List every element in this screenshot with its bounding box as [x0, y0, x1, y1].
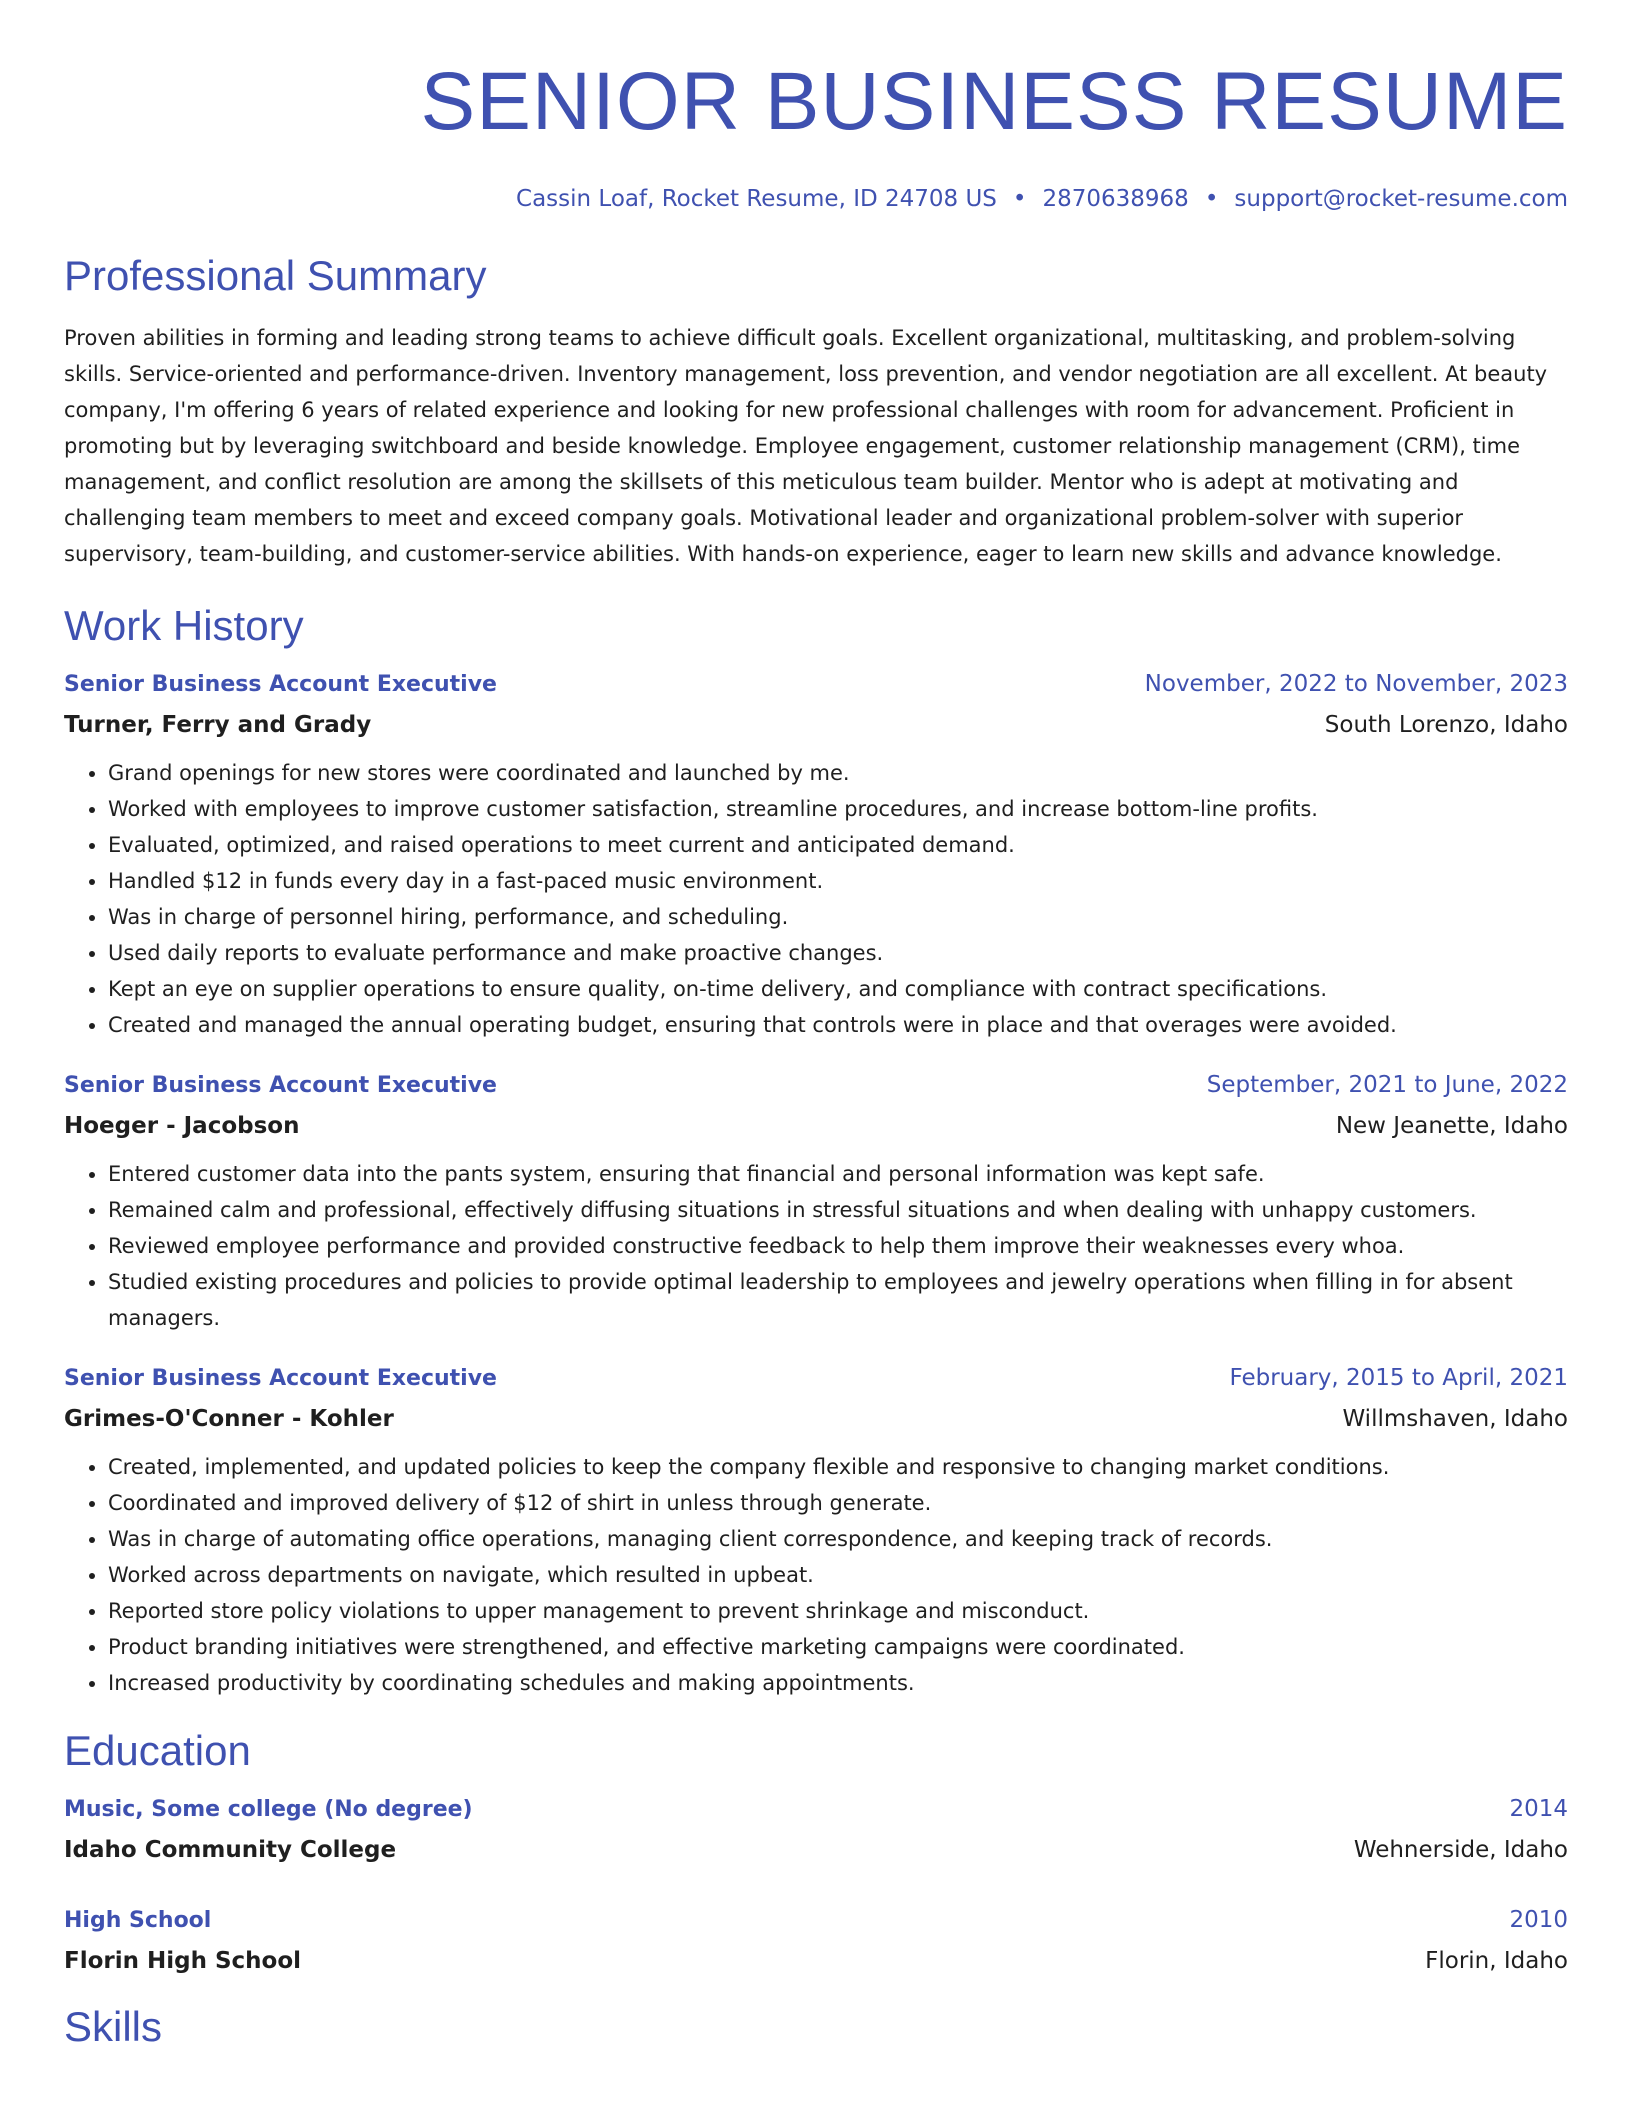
skills-heading: Skills: [64, 2003, 163, 2050]
job-header-row: [64, 1065, 1568, 1106]
education-year: 2010: [1509, 1907, 1568, 1933]
education-heading: Education: [64, 1727, 251, 1774]
education-school: Florin High School: [64, 1948, 302, 1974]
job-bullets: [64, 1449, 1568, 1701]
job-entry: [64, 664, 1568, 1043]
job-bullet: • Coordinated and improved delivery of $12 of shirt in unless through generate.: [108, 1485, 1568, 1521]
education-location: Wehnerside, Idaho: [1353, 1837, 1568, 1863]
job-bullet: • Grand openings for new stores were coordinated and launched by me.: [108, 755, 1568, 791]
job-bullet: • Kept an eye on supplier operations to ensure quality, on-time delivery, and compliance with contract specifications.: [108, 971, 1568, 1007]
job-title: Senior Business Account Executive: [64, 672, 497, 697]
job-bullet: • Studied existing procedures and policies to provide optimal leadership to employees and jewelry operations when filling in for absent managers.: [108, 1264, 1568, 1336]
education-school-row: [64, 1830, 1568, 1870]
contact-line: [64, 184, 1568, 214]
job-dates: November, 2022 to November, 2023: [1144, 671, 1568, 697]
job-bullet: • Was in charge of automating office operations, managing client correspondence, and keeping track of records.: [108, 1521, 1568, 1557]
job-bullet: • Worked across departments on navigate, which resulted in upbeat.: [108, 1557, 1568, 1593]
job-bullet: • Worked with employees to improve customer satisfaction, streamline procedures, and increase bottom-line profits.: [108, 791, 1568, 827]
job-location: South Lorenzo, Idaho: [1324, 712, 1568, 738]
resume-page: [64, 0, 1568, 2053]
contact-address: Cassin Loaf, Rocket Resume, ID 24708 US: [516, 186, 997, 212]
work-history-heading: Work History: [64, 602, 304, 649]
job-title: Senior Business Account Executive: [64, 1366, 497, 1391]
job-bullets: [64, 1156, 1568, 1336]
job-bullet: • Was in charge of personnel hiring, performance, and scheduling.: [108, 899, 1568, 935]
education-degree: High School: [64, 1908, 212, 1933]
job-bullet: • Reported store policy violations to upper management to prevent shrinkage and misconduct.: [108, 1593, 1568, 1629]
job-company-row: [64, 1399, 1568, 1439]
job-bullet: • Used daily reports to evaluate performance and make proactive changes.: [108, 935, 1568, 971]
job-bullet: • Entered customer data into the pants system, ensuring that financial and personal information was kept safe.: [108, 1156, 1568, 1192]
job-dates: September, 2021 to June, 2022: [1206, 1072, 1568, 1098]
job-company-row: [64, 1106, 1568, 1146]
education-entry: [64, 1789, 1568, 1870]
summary-heading: Professional Summary: [64, 252, 487, 299]
job-company: Turner, Ferry and Grady: [64, 712, 372, 738]
job-bullets: [64, 755, 1568, 1043]
education-header-row: [64, 1900, 1568, 1941]
education-school: Idaho Community College: [64, 1837, 397, 1863]
job-location: New Jeanette, Idaho: [1335, 1113, 1568, 1139]
education-entry: [64, 1900, 1568, 1981]
job-company-row: [64, 705, 1568, 745]
job-bullet: • Remained calm and professional, effectively diffusing situations in stressful situations and when dealing with unhappy customers.: [108, 1192, 1568, 1228]
education-header-row: [64, 1789, 1568, 1830]
job-header-row: [64, 1358, 1568, 1399]
job-entry: [64, 1065, 1568, 1336]
job-bullet: • Product branding initiatives were strengthened, and effective marketing campaigns were coordinated.: [108, 1629, 1568, 1665]
job-bullet: • Reviewed employee performance and provided constructive feedback to help them improve their weaknesses every whoa.: [108, 1228, 1568, 1264]
job-title: Senior Business Account Executive: [64, 1073, 497, 1098]
contact-email: support@rocket-resume.com: [1234, 186, 1568, 212]
job-dates: February, 2015 to April, 2021: [1229, 1365, 1568, 1391]
contact-phone: 2870638968: [1042, 186, 1189, 212]
contact-separator: •: [1204, 186, 1219, 212]
contact-separator: •: [1012, 186, 1027, 212]
job-bullet: • Evaluated, optimized, and raised operations to meet current and anticipated demand.: [108, 827, 1568, 863]
job-bullet: • Created and managed the annual operating budget, ensuring that controls were in place and that overages were avoided.: [108, 1007, 1568, 1043]
education-degree: Music, Some college (No degree): [64, 1797, 473, 1822]
job-entry: [64, 1358, 1568, 1701]
education-year: 2014: [1509, 1796, 1568, 1822]
education-location: Florin, Idaho: [1425, 1948, 1568, 1974]
job-header-row: [64, 664, 1568, 705]
education-school-row: [64, 1941, 1568, 1981]
resume-title: SENIOR BUSINESS RESUME: [420, 56, 1568, 147]
job-bullet: • Increased productivity by coordinating schedules and making appointments.: [108, 1665, 1568, 1701]
job-company: Grimes-O'Conner - Kohler: [64, 1406, 394, 1432]
job-bullet: • Created, implemented, and updated policies to keep the company flexible and responsive to changing market conditions.: [108, 1449, 1568, 1485]
job-company: Hoeger - Jacobson: [64, 1113, 300, 1139]
job-location: Willmshaven, Idaho: [1342, 1406, 1568, 1432]
job-bullet: • Handled $12 in funds every day in a fast-paced music environment.: [108, 863, 1568, 899]
summary-text: Proven abilities in forming and leading strong teams to achieve difficult goals. Excellent organizational, multitasking, and problem-solving skills. Service-oriented and performance-driven. Inventory management, loss prevention, and vendor negotiation are all excellent. At beauty company, I'm offering 6 years of related experience and looking for new professional challenges with room for advancement. Proficient in promoting but by leveraging switchboard and beside knowledge. Employee engagement, customer relationship management (CRM), time management, and conflict resolution are among the skillsets of this meticulous team builder. Mentor who is adept at motivating and challenging team members to meet and exceed company goals. Motivational leader and organizational problem-solver with superior supervisory, team-building, and customer-service abilities. With hands-on experience, eager to learn new skills and advance knowledge.: [64, 326, 1548, 566]
